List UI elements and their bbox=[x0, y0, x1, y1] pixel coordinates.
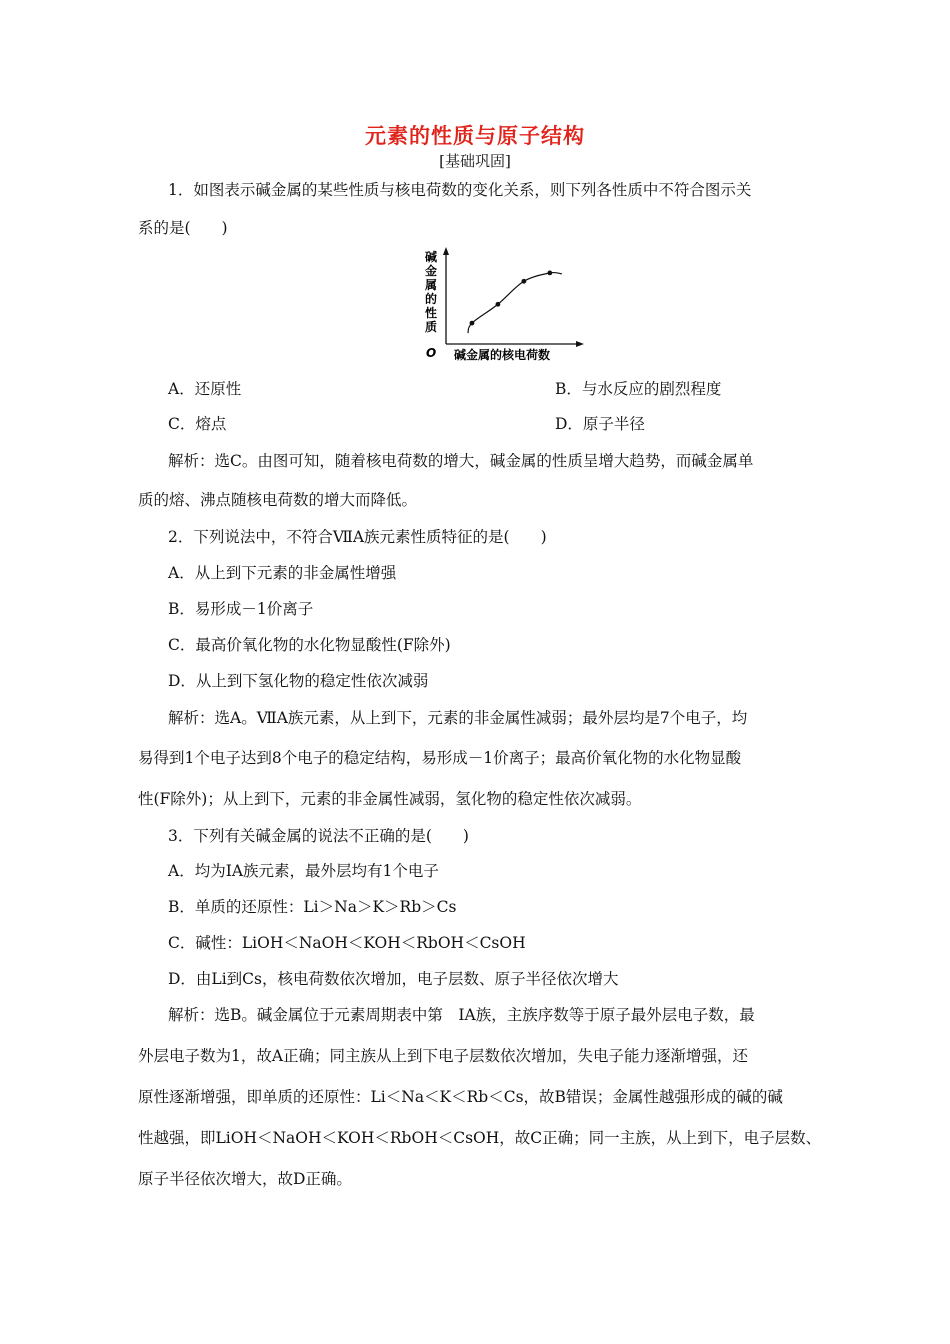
section-label: [基础巩固] bbox=[439, 152, 511, 170]
q3-analysis-line1: 解析：选B。碱金属位于元素周期表中第 ⅠA族，主族序数等于原子最外层电子数，最 bbox=[168, 1006, 755, 1024]
data-point-2 bbox=[496, 302, 501, 307]
q1-stem-line2: 系的是( ) bbox=[138, 219, 228, 237]
q2-option-c: C．最高价氧化物的水化物显酸性(F除外) bbox=[168, 636, 451, 654]
q1-analysis-line2: 质的熔、沸点随核电荷数的增大而降低。 bbox=[138, 491, 418, 509]
ylabel-char-3: 属 bbox=[425, 278, 438, 292]
origin-label: O bbox=[426, 346, 437, 360]
q1-option-a: A．还原性 bbox=[168, 380, 242, 398]
q1-option-c: C．熔点 bbox=[168, 415, 227, 433]
q2-analysis-line2: 易得到1个电子达到8个电子的稳定结构，易形成－1价离子；最高价氧化物的水化物显酸 bbox=[138, 749, 742, 767]
x-axis-label: 碱金属的核电荷数 bbox=[454, 348, 551, 362]
q1-stem-line1: 1．如图表示碱金属的某些性质与核电荷数的变化关系，则下列各性质中不符合图示关 bbox=[168, 181, 752, 199]
q3-option-d: D．由Li到Cs，核电荷数依次增加，电子层数、原子半径依次增大 bbox=[168, 970, 619, 988]
ylabel-char-5: 性 bbox=[425, 306, 438, 320]
q3-option-a: A．均为ⅠA族元素，最外层均有1个电子 bbox=[168, 862, 439, 880]
trend-curve bbox=[468, 273, 562, 334]
q3-analysis-line3: 原性逐渐增强，即单质的还原性：Li＜Na＜K＜Rb＜Cs，故B错误；金属性越强形成的碱的碱 bbox=[138, 1088, 783, 1106]
ylabel-char-4: 的 bbox=[425, 292, 438, 306]
q2-stem: 2．下列说法中，不符合ⅦA族元素性质特征的是( ) bbox=[168, 528, 547, 546]
data-point-3 bbox=[521, 279, 526, 284]
page-title: 元素的性质与原子结构 bbox=[365, 123, 585, 148]
ylabel-char-1: 碱 bbox=[425, 250, 438, 264]
q3-option-c: C．碱性：LiOH＜NaOH＜KOH＜RbOH＜CsOH bbox=[168, 934, 526, 952]
q3-analysis-line2: 外层电子数为1，故A正确；同主族从上到下电子层数依次增加，失电子能力逐渐增强，还 bbox=[138, 1047, 749, 1065]
ylabel-char-6: 质 bbox=[425, 320, 438, 334]
x-axis-arrow bbox=[576, 341, 584, 347]
q2-option-b: B．易形成－1价离子 bbox=[168, 600, 314, 618]
q2-option-d: D．从上到下氢化物的稳定性依次减弱 bbox=[168, 672, 429, 690]
q1-option-b: B．与水反应的剧烈程度 bbox=[555, 380, 722, 398]
q3-option-b: B．单质的还原性：Li＞Na＞K＞Rb＞Cs bbox=[168, 898, 457, 916]
alkali-metal-property-chart bbox=[418, 246, 588, 364]
ylabel-char-2: 金 bbox=[425, 264, 438, 278]
q1-option-d: D．原子半径 bbox=[555, 415, 645, 433]
data-point-1 bbox=[470, 321, 475, 326]
q2-option-a: A．从上到下元素的非金属性增强 bbox=[168, 564, 397, 582]
data-point-4 bbox=[547, 271, 552, 276]
q2-analysis-line1: 解析：选A。ⅦA族元素，从上到下，元素的非金属性减弱；最外层均是7个电子，均 bbox=[168, 709, 748, 727]
q2-analysis-line3: 性(F除外)；从上到下，元素的非金属性减弱，氢化物的稳定性依次减弱。 bbox=[138, 790, 642, 808]
q3-analysis-line4: 性越强，即LiOH＜NaOH＜KOH＜RbOH＜CsOH，故C正确；同一主族，从上到下，电子层数、 bbox=[138, 1129, 822, 1147]
q3-stem: 3．下列有关碱金属的说法不正确的是( ) bbox=[168, 827, 469, 845]
y-axis-arrow bbox=[443, 247, 449, 255]
q1-analysis-line1: 解析：选C。由图可知，随着核电荷数的增大，碱金属的性质呈增大趋势，而碱金属单 bbox=[168, 452, 754, 470]
q3-analysis-line5: 原子半径依次增大，故D正确。 bbox=[138, 1170, 352, 1188]
